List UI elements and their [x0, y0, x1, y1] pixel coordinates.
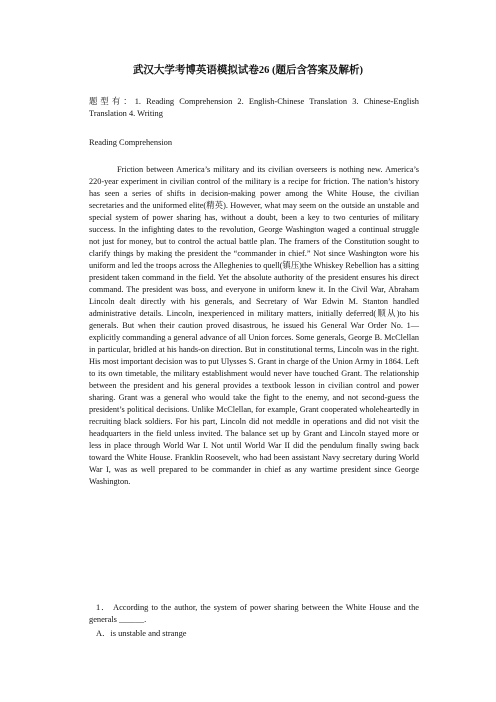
- question-1-option-a: A．is unstable and strange: [96, 629, 187, 638]
- reading-passage: Friction between America’s military and its civilian overseers is nothing new. America’s 220-year experiment in civilian control of the military is a recipe for friction. The nation’s history has seen a series of shifts in decision-making power among the White House, the civilian secretaries and the uniformed elite(精英). However, what may seem on the outside an unstable and special system of power sharing has, without a doubt, been a key to two centuries of military success. In the infighting dates to the revolution, George Washington waged a continual struggle not just for money, but to control the actual battle plan. The framers of the Constitution sought to clarify things by making the president the “commander in chief.” Not since Washington wore his uniform and led the troops across the Alleghenies to quell(镇压)the Whiskey Rebellion has a sitting president taken command in the field. Yet the absolute authority of the president ensures his direct command. The president was boss, and everyone in uniform knew it. In the Civil War, Abraham Lincoln dealt directly with his generals, and Secretary of War Edwin M. Stanton handled administrative details. Lincoln, inexperienced in military matters, initially deferred(顺从)to his generals. But when their caution proved disastrous, he issued his General War Order No. 1—explicitly commanding a general advance of all Union forces. Some generals, George B. McClellan in particular, bridled at his hands-on direction. But in constitutional terms, Lincoln was in the right. His most important decision was to put Ulysses S. Grant in charge of the Union Army in 1864. Left to its own timetable, the military establishment would never have touched Grant. The relationship between the president and his general provides a textbook lesson in civilian control and power sharing. Grant was a general who would take the fight to the enemy, and not second-guess the president’s political decisions. Unlike McClellan, for example, Grant cooperated wholeheartedly in recruiting black soldiers. For his part, Lincoln did not meddle in operations and did not visit the headquarters in the field unless invited. The balance set up by Grant and Lincoln stayed more or less in place through World War I. Not until World War II did the pendulum finally swing back toward the White House. Franklin Roosevelt, who had been assistant Navy secretary during World War I, was as well prepared to be commander in chief as any wartime president since George Washington.: [89, 165, 419, 486]
- question-types: 题型有：1. Reading Comprehension 2. English-Chinese Translation 3. Chinese-English Translation 4. Writing: [89, 97, 419, 118]
- document-title: 武汉大学考博英语模拟试卷26 (题后含答案及解析): [132, 65, 364, 76]
- section-heading: Reading Comprehension: [89, 138, 173, 147]
- question-1: 1． According to the author, the system of power sharing between the White House and the generals ______.: [89, 603, 419, 624]
